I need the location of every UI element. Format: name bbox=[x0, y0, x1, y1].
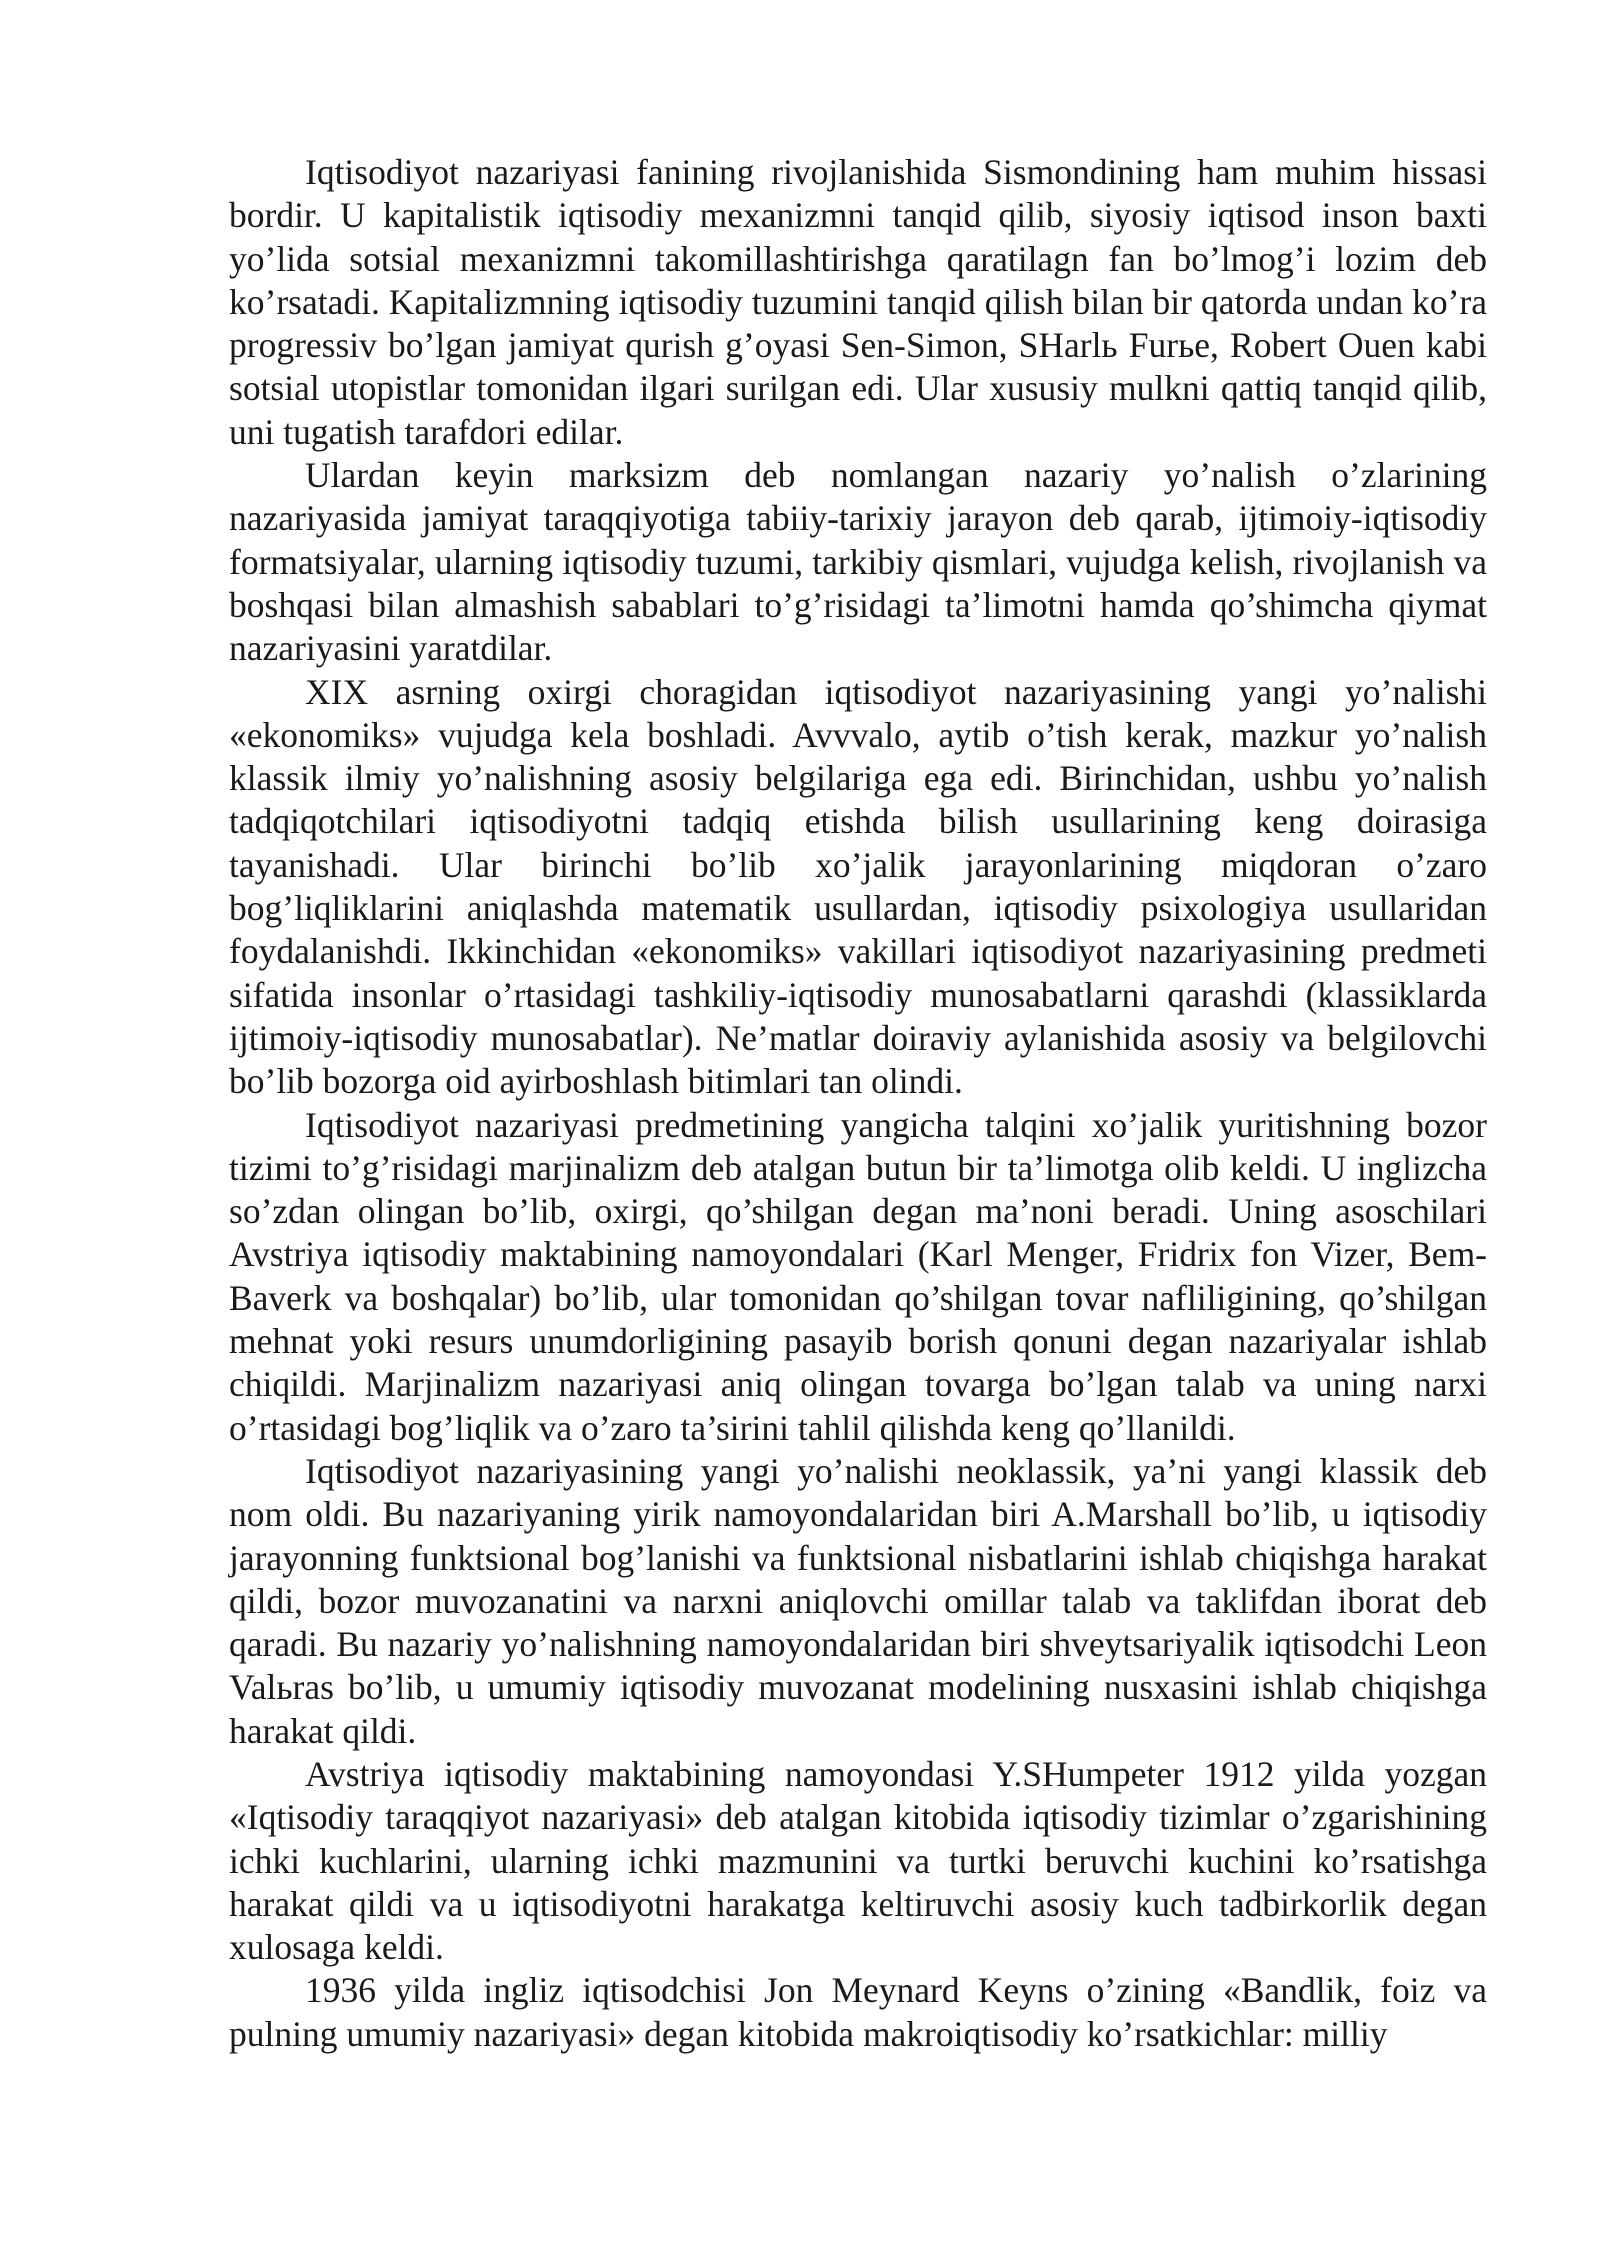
body-text bbox=[229, 151, 1487, 2056]
paragraph: Iqtisodiyot nazariyasining yangi yo’nalishi neoklassik, ya’ni yangi klassik deb nom oldi. Bu nazariyaning yirik namoyondalaridan biri A.Marshall bo’lib, u iqtisodiy jarayonning funktsional bog’lanishi va funktsional nisbatlarini ishlab chiqishga harakat qildi, bozor muvozanatini va narxni aniqlovchi omillar talab va taklifdan iborat deb qaradi. Bu nazariy yo’nalishning namoyondalaridan biri shveytsariyalik iqtisodchi Leon Valьras bo’lib, u umumiy iqtisodiy muvozanat modelining nusxasini ishlab chiqishga harakat qildi. bbox=[229, 1450, 1487, 1751]
paragraph: 1936 yilda ingliz iqtisodchisi Jon Meynard Keyns o’zining «Bandlik, foiz va pulning umumiy nazariyasi» degan kitobida makroiqtisodiy ko’rsatkichlar: milliy bbox=[229, 1970, 1487, 2054]
paragraph: XIX asrning oxirgi choragidan iqtisodiyot nazariyasining yangi yo’nalishi «ekonomiks» vujudga kela boshladi. Avvvalo, aytib o’tish kerak, mazkur yo’nalish klassik ilmiy yo’nalishning asosiy belgilariga ega edi. Birinchidan, ushbu yo’nalish tadqiqotchilari iqtisodiyotni tadqiq etishda bilish usullarining keng doirasiga tayanishadi. Ular birinchi bo’lib xo’jalik jarayonlarining miqdoran o’zaro bog’liqliklarini aniqlashda matematik usullardan, iqtisodiy psixologiya usullaridan foydalanishdi. Ikkinchidan «ekonomiks» vakillari iqtisodiyot nazariyasining predmeti sifatida insonlar o’rtasidagi tashkiliy-iqtisodiy munosabatlarni qarashdi (klassiklarda ijtimoiy-iqtisodiy munosabatlar). Ne’matlar doiraviy aylanishida asosiy va belgilovchi bo’lib bozorga oid ayirboshlash bitimlari tan olindi. bbox=[229, 671, 1487, 1102]
paragraph: Iqtisodiyot nazariyasi fanining rivojlanishida Sismondining ham muhim hissasi bordir. U kapitalistik iqtisodiy mexanizmni tanqid qilib, siyosiy iqtisod inson baxti yo’lida sotsial mexanizmni takomillashtirishga qaratilagn fan bo’lmog’i lozim deb ko’rsatadi. Kapitalizmning iqtisodiy tuzumini tanqid qilish bilan bir qatorda undan ko’ra progressiv bo’lgan jamiyat qurish g’oyasi Sen-Simon, SHarlь Furьe, Robert Ouen kabi sotsial utopistlar tomonidan ilgari surilgan edi. Ular xususiy mulkni qattiq tanqid qilib, uni tugatish tarafdori edilar. bbox=[229, 152, 1487, 452]
paragraph: Iqtisodiyot nazariyasi predmetining yangicha talqini xo’jalik yuritishning bozor tizimi to’g’risidagi marjinalizm deb atalgan butun bir ta’limotga olib keldi. U inglizcha so’zdan olingan bo’lib, oxirgi, qo’shilgan degan ma’noni beradi. Uning asoschilari Avstriya iqtisodiy maktabining namoyondalari (Karl Menger, Fridrix fon Vizer, Bem-Baverk va boshqalar) bo’lib, ular tomonidan qo’shilgan tovar nafliligining, qo’shilgan mehnat yoki resurs unumdorligining pasayib borish qonuni degan nazariyalar ishlab chiqildi. Marjinalizm nazariyasi aniq olingan tovarga bo’lgan talab va uning narxi o’rtasidagi bog’liqlik va o’zaro ta’sirini tahlil qilishda keng qo’llanildi. bbox=[229, 1104, 1487, 1448]
paragraph: Avstriya iqtisodiy maktabining namoyondasi Y.SHumpeter 1912 yilda yozgan «Iqtisodiy taraqqiyot nazariyasi» deb atalgan kitobida iqtisodiy tizimlar o’zgarishining ichki kuchlarini, ularning ichki mazmunini va turtki beruvchi kuchini ko’rsatishga harakat qildi va u iqtisodiyotni harakatga keltiruvchi asosiy kuch tadbirkorlik degan xulosaga keldi. bbox=[229, 1753, 1487, 1968]
paragraph: Ulardan keyin marksizm deb nomlangan nazariy yo’nalish o’zlarining nazariyasida jamiyat taraqqiyotiga tabiiy-tarixiy jarayon deb qarab, ijtimoiy-iqtisodiy formatsiyalar, ularning iqtisodiy tuzumi, tarkibiy qismlari, vujudga kelish, rivojlanish va boshqasi bilan almashish sabablari to’g’risidagi ta’limotni hamda qo’shimcha qiymat nazariyasini yaratdilar. bbox=[229, 455, 1487, 669]
